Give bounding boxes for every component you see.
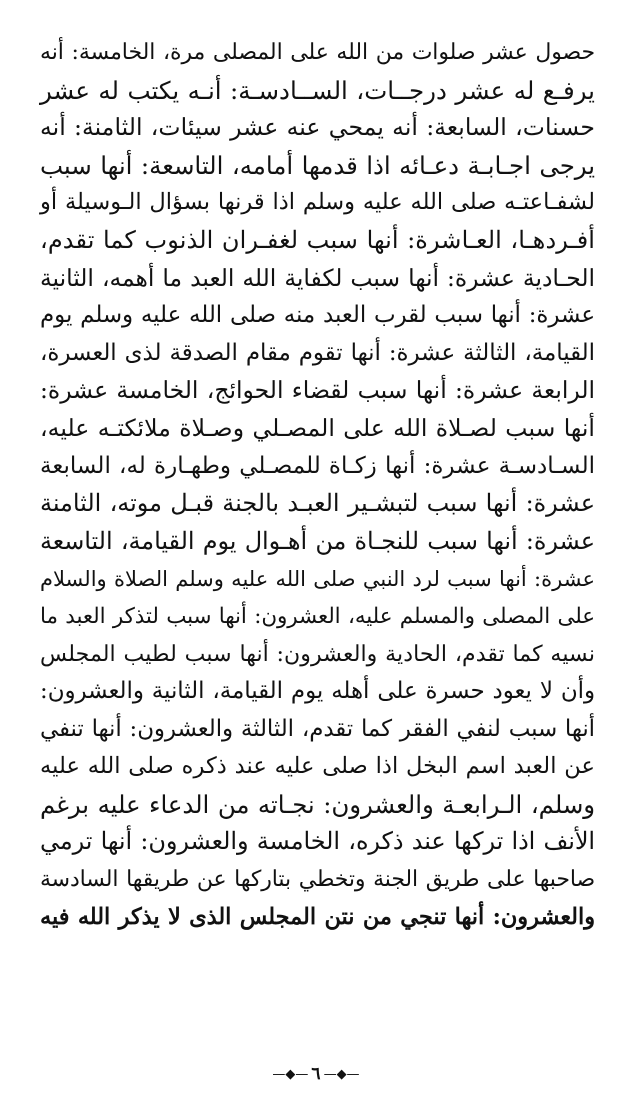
text-line: عشرة: أنها سبب لرد النبي صلى الله عليه وسلم الصلاة والسلام (40, 566, 595, 592)
text-line: وأن لا يعود حسرة على أهله يوم القيامة، الثانية والعشرون: (40, 678, 595, 705)
text-line: حسنات، السابعة: أنه يمحي عنه عشر سيئات، الثامنة: أنه (40, 113, 595, 142)
text-line: على المصلى والمسلم عليه، العشرون: أنها سبب لتذكر العبد ما (40, 603, 595, 629)
text-line: القيامة، الثالثة عشرة: أنها تقوم مقام الصدقة لذى العسرة، (40, 339, 595, 366)
page-footer (0, 1064, 632, 1084)
text-line: يرفـع له عشر درجــات، الســادسـة: أنـه يكتب له عشر (40, 75, 595, 105)
text-line: صاحبها على طريق الجنة وتخطي بتاركها عن طريقها السادسة (40, 867, 595, 893)
text-line: لشفـاعتـه صلى الله عليه وسلم اذا قرنها بسؤال الـوسيلة أو (40, 189, 595, 216)
text-line: أنها سبب لصـلاة الله على المصـلي وصـلاة ملائكتـه عليه، (40, 413, 595, 442)
ornament-left-icon: —◆— (272, 1066, 309, 1082)
ornament-right-icon: —◆— (323, 1066, 360, 1082)
text-line: السـادسـة عشرة: أنها زكـاة للمصـلي وطهـارة له، السابعة (40, 452, 595, 479)
text-line: يرجى اجـابـة دعـائه اذا قدمها أمامه، التاسعة: أنها سبب (40, 150, 595, 180)
page-number: ٦ (311, 1064, 321, 1084)
body-text (40, 34, 595, 936)
text-line: وسلم، الـرابعـة والعشرون: نجـاته من الدعاء عليه برغم (40, 789, 595, 819)
text-line: نسيه كما تقدم، الحادية والعشرون: أنها سبب لطيب المجلس (40, 640, 595, 667)
text-line: الرابعة عشرة: أنها سبب لقضاء الحوائج، الخامسة عشرة: (40, 376, 595, 405)
text-line: أنها سبب لنفي الفقر كما تقدم، الثالثة والعشرون: أنها تنفي (40, 715, 595, 742)
text-line: عن العبد اسم البخل اذا صلى عليه عند ذكره صلى الله عليه (40, 753, 595, 780)
page-number-ornament (272, 1064, 359, 1084)
text-line: الحـادية عشرة: أنها سبب لكفاية الله العبد ما أهمه، الثانية (40, 263, 595, 292)
text-line: أفـردهـا، العـاشرة: أنها سبب لغفـران الذنوب كما تقدم، (40, 225, 596, 254)
text-line: عشرة: أنها سبب لقرب العبد منه صلى الله عليه وسلم يوم (40, 302, 595, 329)
text-line: والعشرون: أنها تنجي من نتن المجلس الذى لا يذكر الله فيه (40, 903, 595, 930)
text-line: الأنف اذا تركها عند ذكره، الخامسة والعشرون: أنها ترمي (40, 827, 595, 856)
text-line: عشرة: أنها سبب لتبشـير العبـد بالجنة قبـل موته، الثامنة (40, 489, 595, 518)
text-line: عشرة: أنها سبب للنجـاة من أهـوال يوم القيامة، التاسعة (40, 526, 595, 555)
text-line: حصول عشر صلوات من الله على المصلى مرة، الخامسة: أنه (40, 40, 595, 65)
